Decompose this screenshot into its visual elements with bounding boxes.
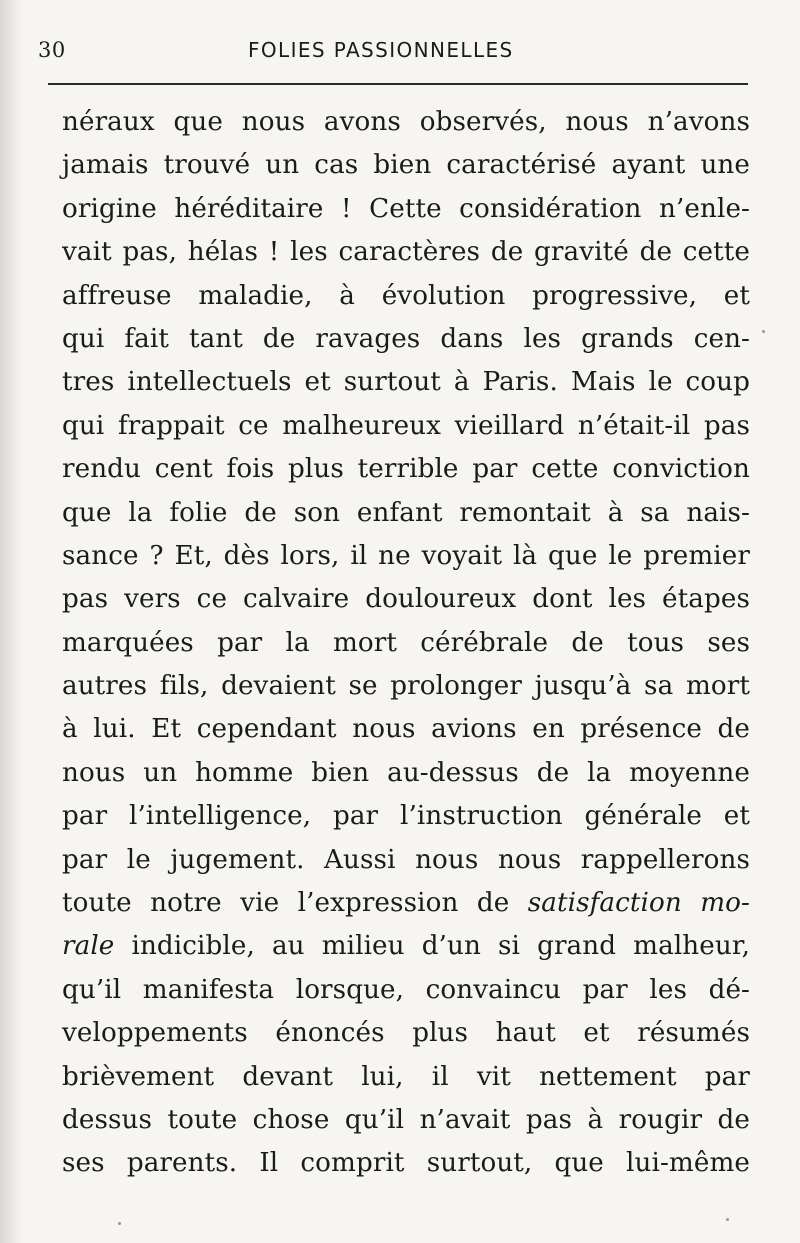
header-rule — [48, 83, 748, 85]
text-run: néraux que nous avons observés, nous n’avons — [62, 107, 750, 137]
text-run: indicible, au milieu d’un si grand malheur, — [114, 931, 750, 962]
text-run: dessus toute chose qu’il n’avait pas à rougir de — [62, 1104, 750, 1135]
text-line — [62, 665, 750, 708]
text-line — [62, 101, 750, 144]
text-line — [62, 708, 750, 751]
text-run: à lui. Et cependant nous avions en présence de — [62, 714, 750, 745]
text-run: qui frappait ce malheureux vieillard n’était-il pas — [62, 410, 750, 441]
text-line — [62, 231, 750, 274]
text-run: veloppements énoncés plus haut et résumés — [62, 1018, 750, 1049]
text-run: tres intellectuels et surtout à Paris. Mais le coup — [62, 367, 750, 398]
text-run: toute notre vie l’expression de — [62, 888, 528, 919]
text-line — [62, 448, 750, 491]
text-run: qui fait tant de ravages dans les grands cen- — [62, 323, 750, 354]
text-line — [62, 1056, 750, 1099]
text-run: brièvement devant lui, il vit nettement par — [62, 1061, 750, 1092]
text-line — [62, 361, 750, 404]
text-run: qu’il manifesta lorsque, convaincu par les dé- — [62, 974, 750, 1005]
scan-edge — [0, 0, 22, 1243]
running-title: FOLIES PASSIONNELLES — [248, 38, 514, 62]
text-run: que la folie de son enfant remontait à sa nais- — [62, 497, 750, 528]
text-line — [62, 752, 750, 795]
text-line — [62, 144, 750, 187]
text-run: nous un homme bien au-dessus de la moyenne — [62, 757, 750, 788]
text-line — [62, 318, 750, 361]
text-line — [62, 578, 750, 621]
text-run: rendu cent fois plus terrible par cette conviction — [62, 454, 750, 485]
text-line — [62, 795, 750, 838]
text-line — [62, 839, 750, 882]
text-run: pas vers ce calvaire douloureux dont les étapes — [62, 584, 750, 615]
text-line — [62, 1099, 750, 1142]
text-run: marquées par la mort cérébrale de tous ses — [62, 627, 750, 658]
text-run: vait pas, hélas ! les caractères de gravité de cette — [62, 237, 750, 268]
text-line — [62, 1142, 750, 1185]
text-line — [62, 275, 750, 318]
text-line — [62, 188, 750, 231]
text-run: origine héréditaire ! Cette considération n’enle- — [62, 193, 750, 224]
text-run: par le jugement. Aussi nous nous rappellerons — [62, 844, 750, 875]
text-line — [62, 925, 750, 968]
text-line — [62, 1012, 750, 1055]
text-line — [62, 535, 750, 578]
text-run: jamais trouvé un cas bien caractérisé ayant une — [62, 150, 750, 181]
text-line — [62, 622, 750, 665]
text-run: autres fils, devaient se prolonger jusqu’à sa mort — [62, 671, 750, 702]
text-run: par l’intelligence, par l’instruction générale et — [62, 801, 750, 832]
text-line — [62, 969, 750, 1012]
text-run: ses parents. Il comprit surtout, que lui-même — [62, 1148, 750, 1179]
scan-speck — [762, 330, 765, 333]
scan-speck — [726, 1218, 729, 1221]
italic-text: satisfaction mo- — [527, 888, 750, 919]
page-number: 30 — [38, 38, 66, 62]
text-line — [62, 405, 750, 448]
text-line — [62, 882, 750, 925]
body-text — [62, 101, 750, 1186]
text-line — [62, 492, 750, 535]
text-run: sance ? Et, dès lors, il ne voyait là que le premier — [62, 540, 750, 571]
text-run: affreuse maladie, à évolution progressive, et — [62, 280, 750, 311]
scan-speck — [118, 1222, 121, 1225]
italic-text: rale — [62, 931, 115, 962]
page-header — [0, 38, 800, 72]
